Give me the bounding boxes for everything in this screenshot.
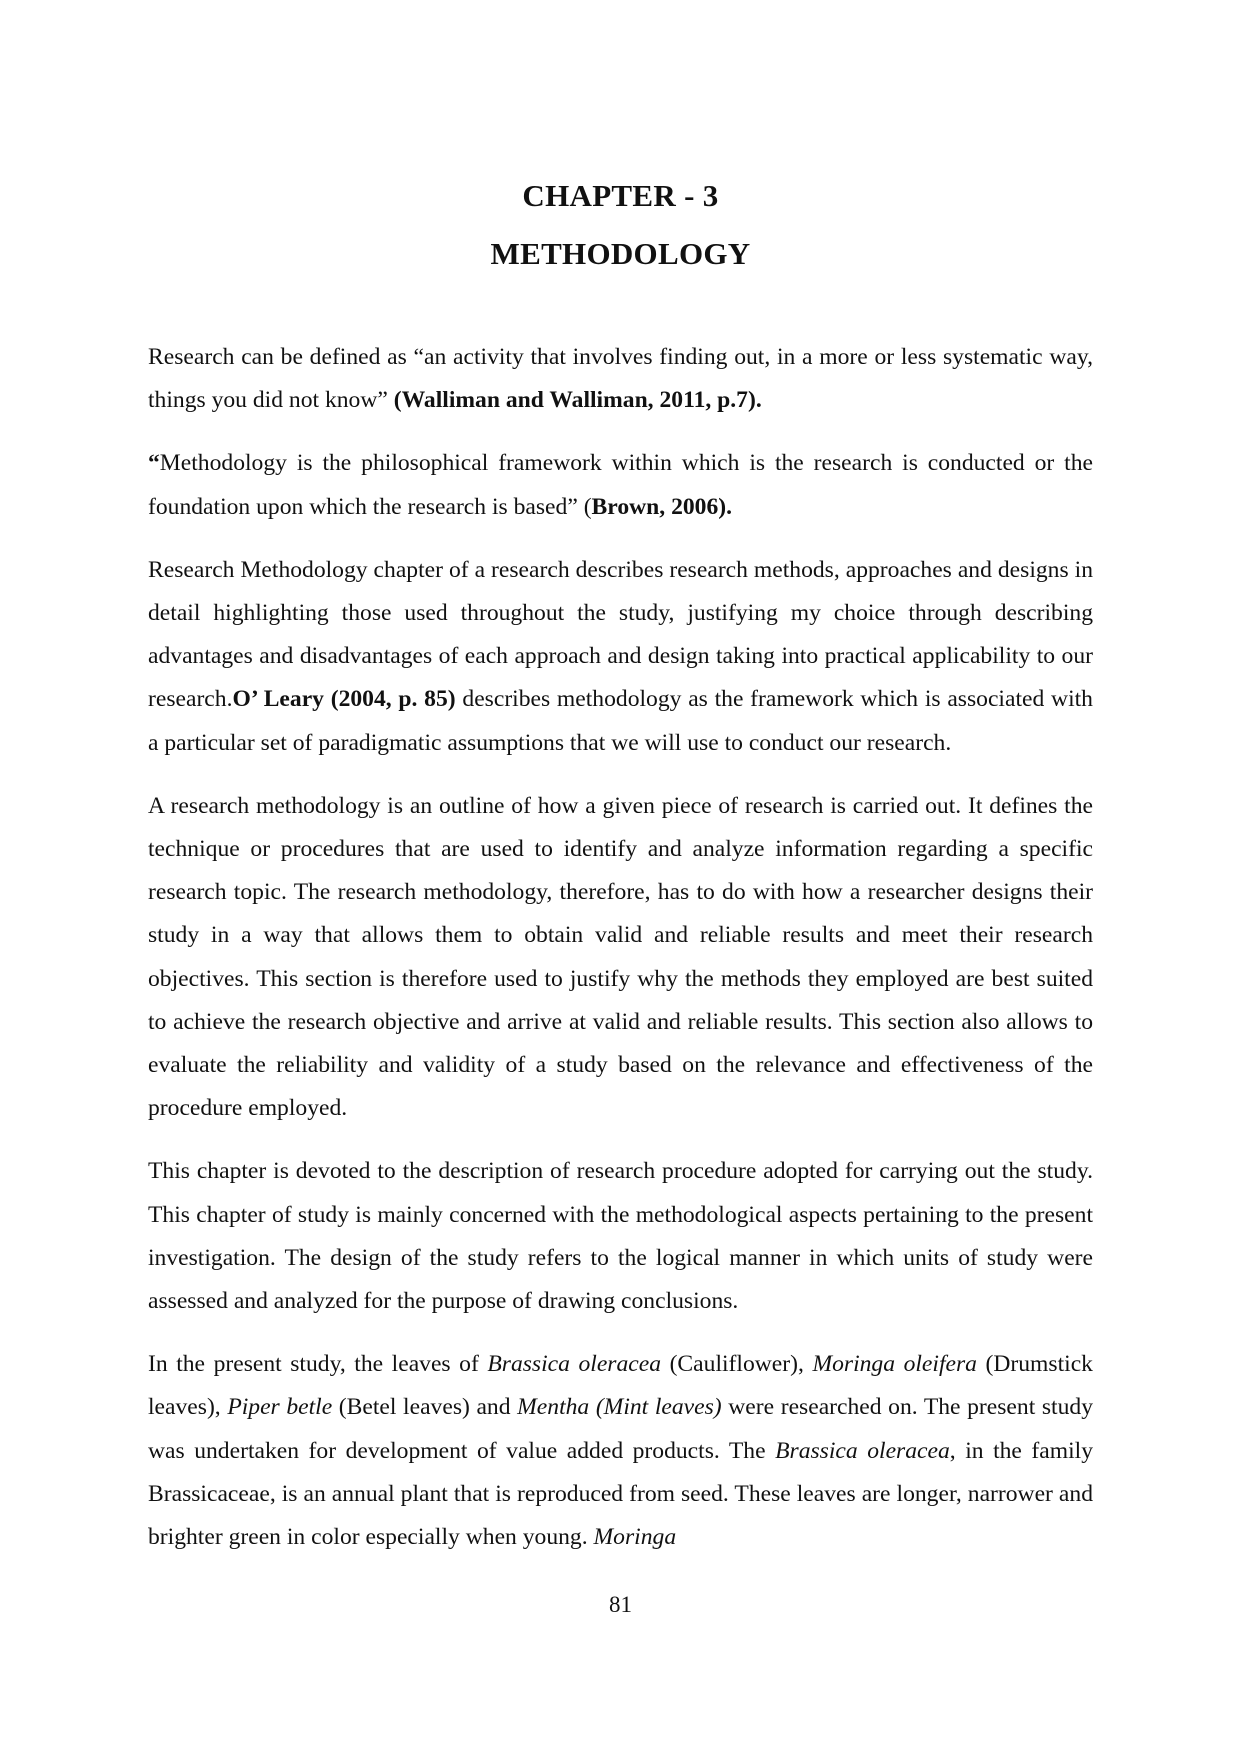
p1-text: Research can be defined as “an activity that involves finding out, in a more or less systematic way, things you did not know” (148, 344, 1093, 414)
paragraph-1 (148, 336, 1093, 422)
chapter-label: CHAPTER - 3 (522, 178, 719, 213)
p3-citation: O’ Leary (2004, p. 85) (232, 686, 456, 713)
species-mentha: Mentha (Mint leaves) (517, 1394, 722, 1421)
p6-text-1: In the present study, the leaves of (148, 1351, 488, 1378)
p3-text-a: Research Methodology chapter of a research describes research methods, approaches and designs in detail highlighting those used throughout the study, justifying my choice through describing advantages and disadvantages of each approach and design taking into practical applicability to our research. (148, 556, 1093, 713)
body-text (148, 336, 1093, 1579)
p6-text-5: were researched on. The present study was undertaken for development of value added products. The (148, 1394, 1093, 1464)
species-brassica-2: Brassica oleracea (775, 1437, 950, 1464)
paragraph-4: A research methodology is an outline of how a given piece of research is carried out. It defines the technique or procedures that are used to identify and analyze information regarding a specific research topic. The research methodology, therefore, has to do with how a researcher designs their study in a way that allows them to obtain valid and reliable results and meet their research objectives. This section is therefore used to justify why the methods they employed are best suited to achieve the research objective and arrive at valid and reliable results. This section also allows to evaluate the reliability and validity of a study based on the relevance and effectiveness of the procedure employed. (148, 792, 1093, 1122)
p6-text-3: (Drumstick leaves), (148, 1351, 1093, 1421)
species-brassica: Brassica oleracea (487, 1351, 662, 1378)
chapter-title: METHODOLOGY (490, 236, 751, 271)
species-moringa: Moringa oleifera (812, 1351, 977, 1378)
species-moringa-2: Moringa (593, 1524, 677, 1551)
paragraph-5: This chapter is devoted to the description of research procedure adopted for carrying out the study. This chapter of study is mainly concerned with the methodological aspects pertaining to the present investigation. The design of the study refers to the logical manner in which units of study were assessed and analyzed for the purpose of drawing conclusions. (148, 1158, 1093, 1315)
p1-citation: (Walliman and Walliman, 2011, p.7). (393, 387, 762, 414)
species-piper: Piper betle (227, 1394, 333, 1421)
p6-text-2: (Cauliflower), (661, 1351, 813, 1378)
p2-open-quote: “ (148, 450, 160, 477)
page-number: 81 (609, 1592, 632, 1617)
paragraph-3 (148, 549, 1093, 765)
p6-text-6: , in the family Brassicaceae, is an annual plant that is reproduced from seed. These leaves are longer, narrower and brighter green in color especially when young. (148, 1437, 1094, 1551)
paragraph-6 (148, 1343, 1093, 1559)
p2-text: Methodology is the philosophical framework within which is the research is conducted or the foundation upon which the research is based” ( (148, 450, 1093, 520)
p2-citation: Brown, 2006). (591, 493, 733, 520)
paragraph-2 (148, 442, 1093, 528)
p3-text-b: describes methodology as the framework which is associated with a particular set of paradigmatic assumptions that we will use to conduct our research. (148, 686, 1093, 756)
p6-text-4: (Betel leaves) and (332, 1394, 518, 1421)
